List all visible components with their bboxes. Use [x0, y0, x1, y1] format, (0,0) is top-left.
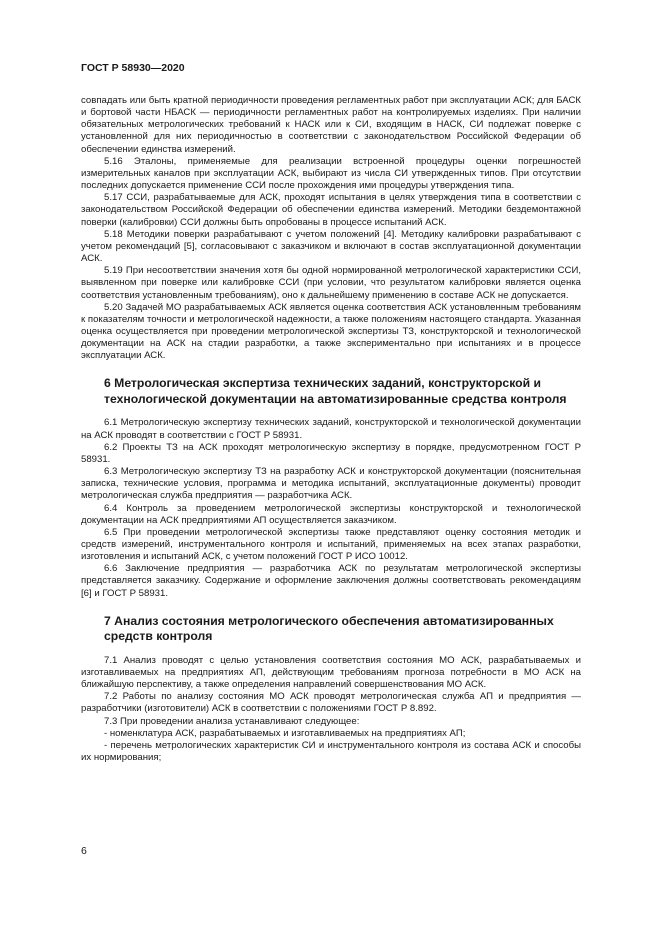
paragraph-6-3: 6.3 Метрологическую экспертизу ТЗ на разработку АСК и конструкторской документации (пояснительная записка, технические условия, программа и методика испытаний, эксплуатационные документы) проводит метрологическая служба предприятия — разработчика АСК. [81, 466, 581, 502]
paragraph-6-5: 6.5 При проведении метрологической экспертизы также представляют оценку состояния методик и средств измерений, инструментального контроля и испытаний, применяемых на всех этапах разработки, изготовления и испытаний АСК, с учетом положений ГОСТ Р ИСО 10012. [81, 526, 581, 563]
paragraph-5-19: 5.19 При несоответствии значения хотя бы одной нормированной метрологической характеристики ССИ, выявленном при поверке или калибровке ССИ (при условии, что результатом калибровки является оценка соответствия установленным требованиям), оно к дальнейшему применению в составе АСК не допускается. [81, 265, 581, 301]
list-item: - перечень метрологических характеристик СИ и инструментального контроля из состава АСК и способы их нормирования; [81, 739, 581, 764]
paragraph-7-3: 7.3 При проведении анализа устанавливают следующее: [104, 715, 360, 727]
paragraph-6-2: 6.2 Проекты ТЗ на АСК проходят метрологическую экспертизу в порядке, предусмотренном ГОСТ Р 58931. [81, 441, 581, 465]
page-number: 6 [81, 845, 87, 857]
paragraph-5-20: 5.20 Задачей МО разрабатываемых АСК является оценка соответствия АСК установленным требованиям к показателям точности и метрологической надежности, а также положениям настоящего стандарта. Указанная оценка осуществляется при проведении метрологической экспертизы ТЗ, конструкторской и технологической документации на АСК на стадии разработки, а также экспериментально при испытаниях и в процессе эксплуатации АСК. [81, 301, 581, 362]
paragraph-5-17: 5.17 ССИ, разрабатываемые для АСК, проходят испытания в целях утверждения типа в соответствии с законодательством Российской Федерации об обеспечении единства измерений. Методики бездемонтажной поверки (калибровки) ССИ должны быть опробованы в процессе испытаний АСК. [81, 192, 581, 228]
paragraph-6-4: 6.4 Контроль за проведением метрологической экспертизы конструкторской и технологической документации на АСК предприятиями АП осуществляется заказчиком. [81, 502, 581, 526]
paragraph-7-2: 7.2 Работы по анализу состояния МО АСК проводят метрологическая служба АП и предприятия — разработчики (изготовители) АСК в соответствии с положениями ГОСТ Р 8.892. [81, 691, 581, 715]
page-content [81, 95, 581, 764]
document-header: ГОСТ Р 58930—2020 [81, 62, 185, 74]
list-item: - номенклатура АСК, разрабатываемых и изготавливаемых на предприятиях АП; [104, 727, 466, 739]
section-7-heading: 7 Анализ состояния метрологического обеспечения автоматизированных средств контроля [104, 613, 554, 644]
paragraph-5-16: 5.16 Эталоны, применяемые для реализации встроенной процедуры оценки погрешностей измерительных каналов при эксплуатации АСК, выбирают из числа СИ утвержденных типов. При отсутствии последних допускается применение ССИ после прохождения ими процедуры утверждения типа. [81, 155, 581, 192]
paragraph-6-6: 6.6 Заключение предприятия — разработчика АСК по результатам метрологической экспертизы представляется заказчику. Содержание и оформление заключения должны соответствовать рекомендациям [6] и ГОСТ Р 58931. [81, 563, 581, 599]
paragraph-7-1: 7.1 Анализ проводят с целью установления соответствия состояния МО АСК, разрабатываемых и изготавливаемых на предприятиях АП, действующим требованиям прогноза потребности в МО АСК на ближайшую перспективу, а также определения направлений совершенствования МО АСК. [81, 654, 581, 691]
section-6-heading: 6 Метрологическая экспертиза технических заданий, конструкторской и технологической документации на автоматизированные средства контроля [104, 376, 567, 406]
paragraph-continued: совпадать или быть кратной периодичности проведения регламентных работ при эксплуатации АСК; для БАСК и бортовой части НБАСК — периодичности регламентных работ на контролируемых изделиях. При наличии обязательных метрологических требований к НАСК или к СИ, входящим в НАСК, СИ подлежат поверке с установленной для них периодичностью в соответствии с законодательством Российской Федерации об обеспечении единства измерений. [81, 95, 581, 155]
paragraph-5-18: 5.18 Методики поверки разрабатывают с учетом положений [4]. Методику калибровки разрабатывают с учетом рекомендаций [5], согласовывают с заказчиком и включают в состав эксплуатационной документации АСК. [81, 228, 581, 265]
paragraph-6-1: 6.1 Метрологическую экспертизу технических заданий, конструкторской и технологической документации на АСК проводят в соответствии с ГОСТ Р 58931. [81, 417, 581, 441]
